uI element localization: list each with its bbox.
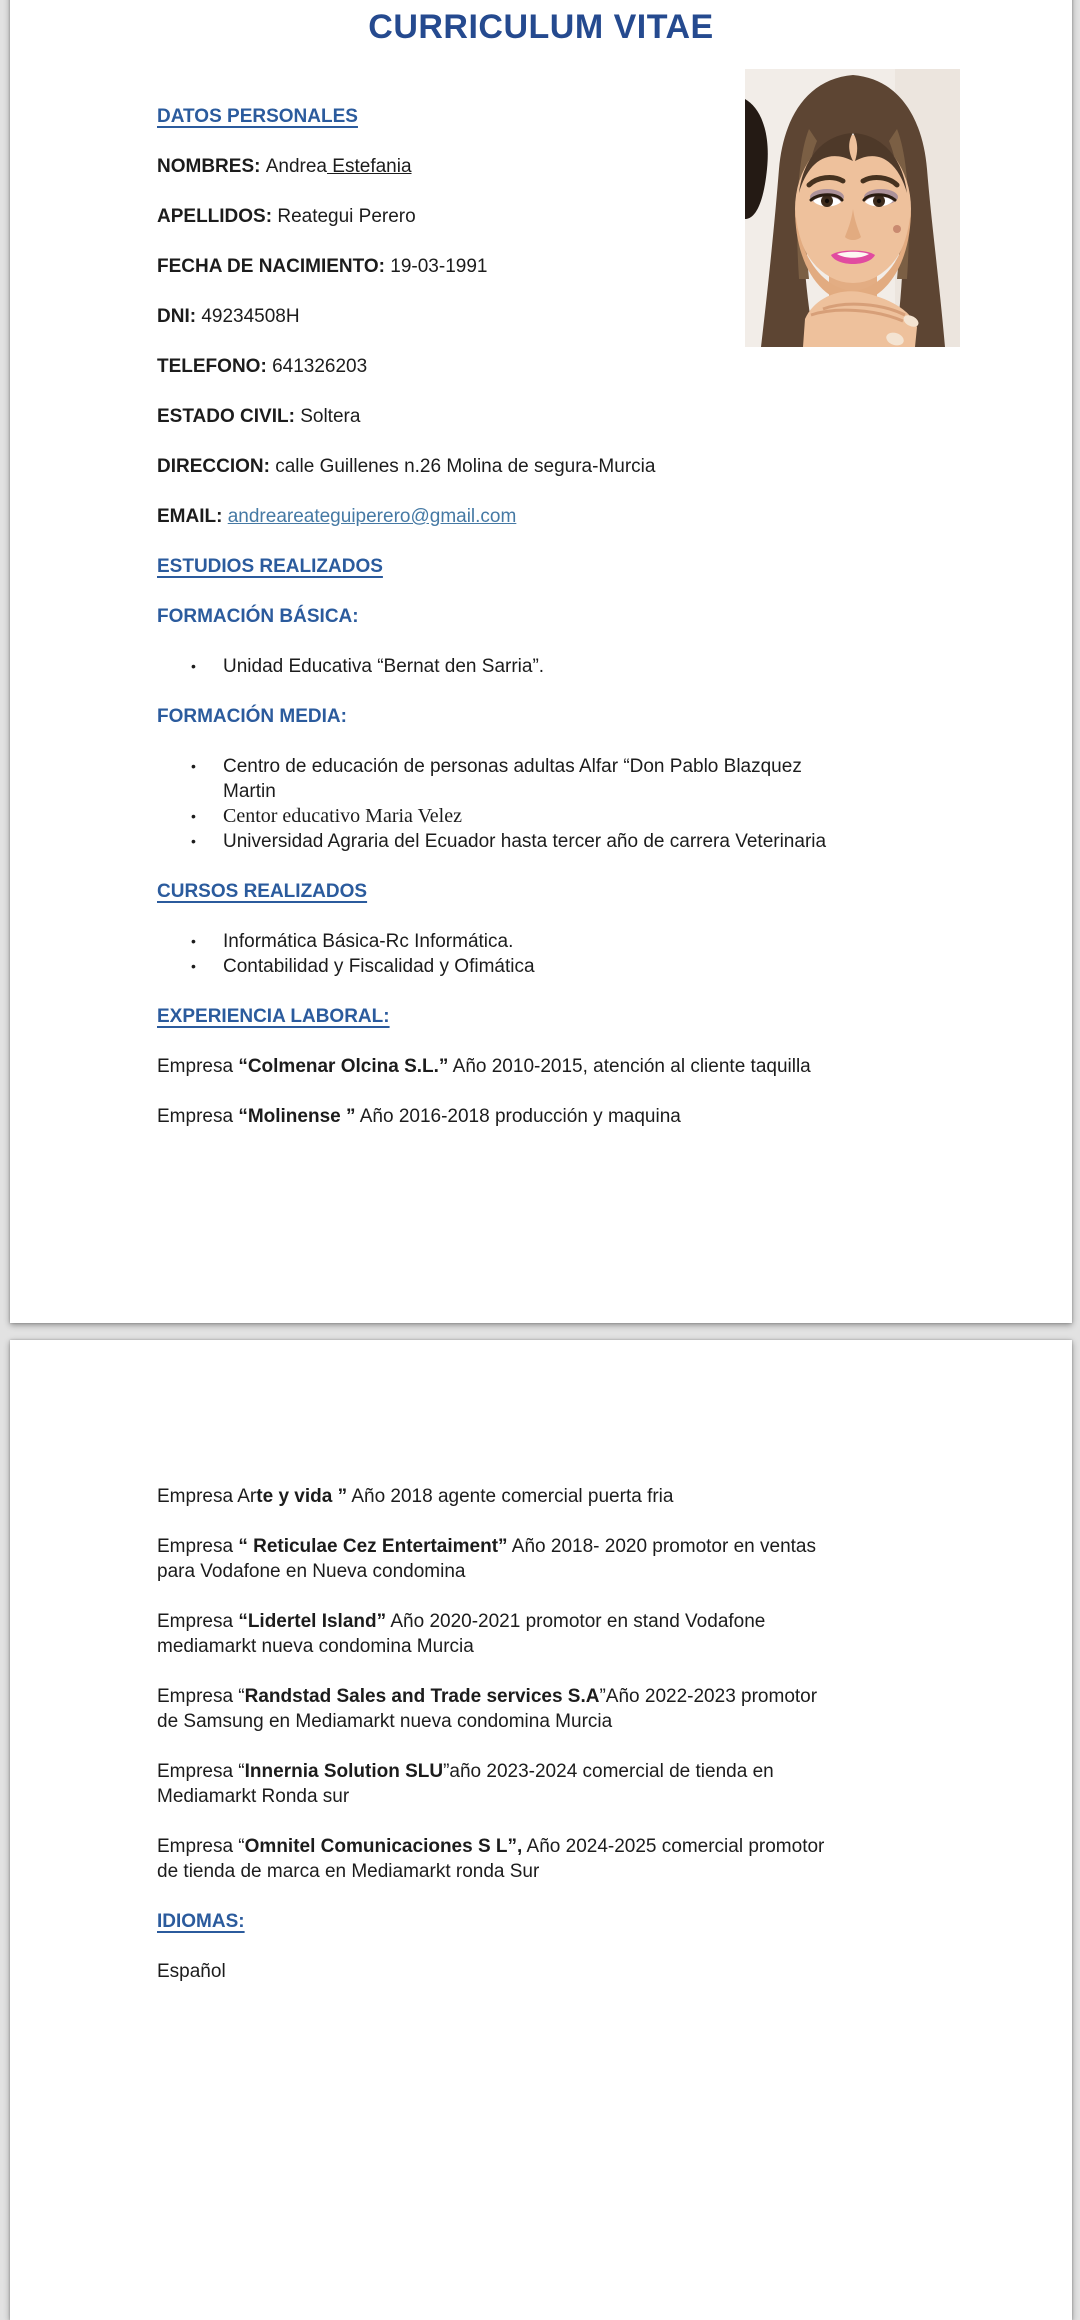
section-estudios-realizados xyxy=(157,554,1014,579)
list-item xyxy=(157,954,1014,979)
experience-colmenar xyxy=(157,1054,1014,1079)
text-run: 19-03-1991 xyxy=(390,256,488,277)
list-item-text xyxy=(223,829,826,854)
text-run: Empresa Ar xyxy=(157,1486,257,1507)
text-run: para Vodafone en Nueva condomina xyxy=(157,1561,466,1582)
text-run: Empresa “ xyxy=(157,1686,245,1707)
text-run: Español xyxy=(157,1961,226,1982)
cv-page-1 xyxy=(10,0,1072,1323)
experience-molinense xyxy=(157,1104,1014,1129)
field-telefono xyxy=(157,354,1014,379)
list-item-text xyxy=(223,954,535,979)
text-run: calle Guillenes n.26 Molina de segura-Murcia xyxy=(275,456,656,477)
list-item xyxy=(157,654,1014,679)
text-run: FECHA DE NACIMIENTO: xyxy=(157,256,391,277)
section-idiomas xyxy=(157,1909,1014,1934)
experience-arte-y-vida xyxy=(157,1484,1014,1509)
text-run: “Colmenar Olcina S.L.” xyxy=(238,1056,449,1077)
text-run: Mediamarkt Ronda sur xyxy=(157,1786,350,1807)
text-run: FORMACIÓN BÁSICA: xyxy=(157,606,359,627)
text-run: Contabilidad y Fiscalidad y Ofimática xyxy=(223,956,535,977)
text-run: Soltera xyxy=(300,406,361,427)
text-run: Andrea xyxy=(265,156,328,177)
list-cursos xyxy=(157,929,1014,979)
text-run: Empresa xyxy=(157,1106,239,1127)
text-run: DNI: xyxy=(157,306,202,327)
page-2-content xyxy=(10,1340,1072,1984)
document-title: CURRICULUM VITAE xyxy=(368,8,714,46)
text-run: IDIOMAS: xyxy=(157,1911,245,1932)
bullet-icon: • xyxy=(191,933,196,949)
text-run: te y vida ” xyxy=(256,1486,348,1507)
text-run: mediamarkt nueva condomina Murcia xyxy=(157,1636,474,1657)
text-run: ”año 2023-2024 comercial de tienda en xyxy=(443,1761,774,1782)
list-item xyxy=(157,754,1014,804)
text-run: Empresa “ xyxy=(157,1761,245,1782)
list-formacion-basica xyxy=(157,654,1014,679)
text-run: ”Año 2022-2023 promotor xyxy=(599,1686,818,1707)
field-estado-civil xyxy=(157,404,1014,429)
page-2-blocks xyxy=(157,1484,1014,1984)
text-run: Año 2016-2018 producción y maquina xyxy=(355,1106,681,1127)
bullet-icon: • xyxy=(191,658,196,674)
text-run: Informática Básica-Rc Informática. xyxy=(223,931,514,952)
list-formacion-media xyxy=(157,754,1014,854)
text-run: Año 2024-2025 comercial promotor xyxy=(522,1836,825,1857)
subsection-formacion-media xyxy=(157,704,1014,729)
text-run: Empresa xyxy=(157,1536,239,1557)
text-run: Estefania xyxy=(327,156,412,177)
text-run: de Samsung en Mediamarkt nueva condomina Murcia xyxy=(157,1711,613,1732)
list-item xyxy=(157,804,1014,829)
bullet-icon: • xyxy=(191,758,196,774)
text-run: Año 2020-2021 promotor en stand Vodafone xyxy=(386,1611,766,1632)
list-item xyxy=(157,929,1014,954)
portrait-illustration xyxy=(745,69,960,347)
text-run: ESTUDIOS REALIZADOS xyxy=(157,556,383,577)
list-item-text xyxy=(223,654,544,679)
text-run: 49234508H xyxy=(201,306,300,327)
text-run: “ Reticulae Cez Entertaiment” xyxy=(238,1536,508,1557)
bullet-icon: • xyxy=(191,833,196,849)
text-run: Empresa xyxy=(157,1611,239,1632)
text-run: ESTADO CIVIL: xyxy=(157,406,301,427)
experience-randstad xyxy=(157,1684,1014,1734)
list-item-text xyxy=(223,929,513,954)
text-run: Centor educativo Maria Velez xyxy=(223,805,462,827)
applicant-photo xyxy=(745,69,960,347)
language-espanol xyxy=(157,1959,1014,1984)
experience-omnitel xyxy=(157,1834,1014,1884)
text-run: Universidad Agraria del Ecuador hasta tercer año de carrera Veterinaria xyxy=(223,831,827,852)
text-run: de tienda de marca en Mediamarkt ronda Sur xyxy=(157,1861,540,1882)
text-run: Reategui Perero xyxy=(277,206,416,227)
section-cursos-realizados xyxy=(157,879,1014,904)
list-item-text xyxy=(223,804,462,829)
subsection-formacion-basica xyxy=(157,604,1014,629)
email-link[interactable]: andreareateguiperero@gmail.com xyxy=(227,506,517,527)
text-run: 641326203 xyxy=(272,356,368,377)
list-item xyxy=(157,829,1014,854)
text-run: DATOS PERSONALES xyxy=(157,106,358,127)
text-run: CURSOS REALIZADOS xyxy=(157,881,368,902)
text-run: “Molinense ” xyxy=(238,1106,356,1127)
text-run: Centro de educación de personas adultas Alfar “Don Pablo Blazquez xyxy=(223,756,802,777)
text-run: FORMACIÓN MEDIA: xyxy=(157,706,347,727)
text-run: Innernia Solution SLU xyxy=(244,1761,444,1782)
bullet-icon: • xyxy=(191,808,196,824)
text-run: Empresa “ xyxy=(157,1836,245,1857)
text-run: APELLIDOS: xyxy=(157,206,278,227)
text-run: Omnitel Comunicaciones S L”, xyxy=(244,1836,523,1857)
experience-lidertel xyxy=(157,1609,1014,1659)
text-run: DIRECCION: xyxy=(157,456,276,477)
list-item-text xyxy=(223,754,802,804)
text-run: NOMBRES: xyxy=(157,156,266,177)
text-run: Año 2018- 2020 promotor en ventas xyxy=(507,1536,816,1557)
text-run: TELEFONO: xyxy=(157,356,273,377)
text-run: Unidad Educativa “Bernat den Sarria”. xyxy=(223,656,545,677)
text-run: Año 2010-2015, atención al cliente taquilla xyxy=(448,1056,811,1077)
text-run: EXPERIENCIA LABORAL: xyxy=(157,1006,390,1027)
field-email xyxy=(157,504,1014,529)
text-run: Año 2018 agente comercial puerta fria xyxy=(347,1486,674,1507)
field-direccion xyxy=(157,454,1014,479)
section-experiencia-laboral xyxy=(157,1004,1014,1029)
bullet-icon: • xyxy=(191,958,196,974)
cv-page-2 xyxy=(10,1340,1072,2320)
experience-innernia xyxy=(157,1759,1014,1809)
text-run: Randstad Sales and Trade services S.A xyxy=(244,1686,600,1707)
text-run: “Lidertel Island” xyxy=(238,1611,387,1632)
experience-reticulae xyxy=(157,1534,1014,1584)
text-run: Empresa xyxy=(157,1056,239,1077)
text-run: EMAIL: xyxy=(157,506,228,527)
text-run: Martin xyxy=(223,781,276,802)
